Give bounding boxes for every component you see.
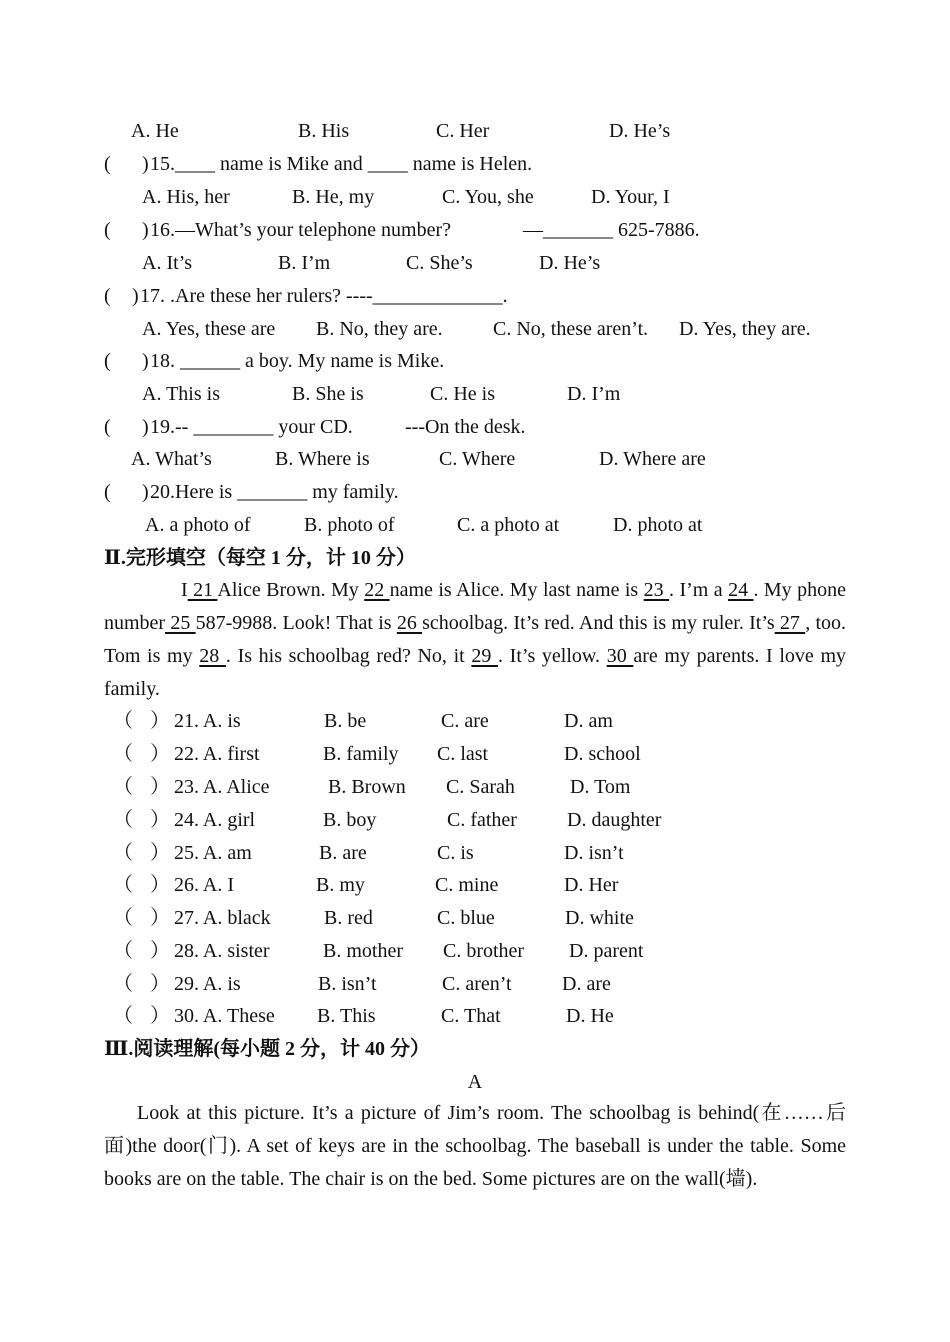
q19-answer-prompt: ---On the desk. <box>405 416 526 438</box>
cloze-passage <box>104 574 846 706</box>
cloze-option-a: 25. A. am <box>174 842 252 864</box>
cloze-option-b: B. my <box>316 874 365 896</box>
q17-question: 17. .Are these her rulers? ----_____________. <box>140 285 508 307</box>
cloze-option-a: 27. A. black <box>174 907 271 929</box>
cloze-option-d: D. He <box>566 1005 614 1027</box>
cloze-option-c: C. is <box>437 842 474 864</box>
answer-paren-close: ） <box>150 1005 170 1027</box>
answer-paren-open: （ <box>113 874 133 896</box>
cloze-option-b: B. Brown <box>328 776 406 798</box>
answer-paren-open: ( <box>104 350 111 372</box>
blank-27: 27 <box>774 612 806 634</box>
blank-21: 21 <box>187 579 218 601</box>
answer-paren-close: ） <box>150 809 170 831</box>
answer-paren-open: （ <box>113 776 133 798</box>
cloze-option-a: 28. A. sister <box>174 940 270 962</box>
q19-option-b: B. Where is <box>275 448 370 470</box>
answer-paren-open: ( <box>104 285 111 307</box>
q15-option-a: A. His, her <box>142 186 230 208</box>
reading-passage-text: Look at this picture. It’s a picture of Jim’s room. The schoolbag is behind(在……后面)the door(门). A set of keys are in the schoolbag. The baseball is under the table. Some books are on the table. The chair is on the bed. Some pictures are on the wall(墙). <box>104 1102 846 1190</box>
cloze-option-b: B. This <box>317 1005 376 1027</box>
cloze-text: , too. Tom is my <box>104 612 847 667</box>
passage-label: A <box>467 1071 483 1093</box>
cloze-option-c: C. mine <box>435 874 499 896</box>
cloze-option-a: 29. A. is <box>174 973 241 995</box>
cloze-option-c: C. are <box>441 710 489 732</box>
answer-paren-close: ） <box>150 874 170 896</box>
q16-option-c: C. She’s <box>406 252 473 274</box>
cloze-option-a: 21. A. is <box>174 710 241 732</box>
q20-option-d: D. photo at <box>613 514 703 536</box>
cloze-option-b: B. boy <box>323 809 377 831</box>
cloze-option-c: C. last <box>437 743 489 765</box>
q19-question: 19.-- ________ your CD. <box>150 416 353 438</box>
cloze-text: . I’m a <box>669 579 729 601</box>
cloze-option-a: 23. A. Alice <box>174 776 270 798</box>
cloze-option-c: C. father <box>447 809 517 831</box>
q15-question: 15.____ name is Mike and ____ name is Helen. <box>150 153 533 175</box>
answer-paren-open: （ <box>113 809 133 831</box>
cloze-text: I <box>181 579 188 601</box>
answer-paren-close: ） <box>150 973 170 995</box>
cloze-option-d: D. am <box>564 710 613 732</box>
cloze-option-d: D. Her <box>564 874 619 896</box>
cloze-option-b: B. family <box>323 743 399 765</box>
q17-option-a: A. Yes, these are <box>142 318 276 340</box>
cloze-option-a: 22. A. first <box>174 743 260 765</box>
q16-question: 16.—What’s your telephone number? <box>150 219 452 241</box>
answer-paren-open: （ <box>113 1005 133 1027</box>
answer-paren-close: ) <box>142 350 149 372</box>
cloze-option-b: B. are <box>319 842 367 864</box>
reading-heading-text: Ⅲ.阅读理解(每小题 2 分，计 40 分） <box>104 1038 431 1060</box>
q14-option-b: B. His <box>298 120 350 142</box>
answer-paren-close: ） <box>150 940 170 962</box>
q15-option-b: B. He, my <box>292 186 375 208</box>
blank-24: 24 <box>728 579 754 601</box>
q17-option-b: B. No, they are. <box>316 318 443 340</box>
answer-paren-open: ( <box>104 153 111 175</box>
cloze-text: are my parents. I love my family. <box>104 645 846 700</box>
answer-paren-open: ( <box>104 481 111 503</box>
blank-22: 22 <box>364 579 390 601</box>
q16-option-d: D. He’s <box>539 252 601 274</box>
cloze-option-a: 26. A. I <box>174 874 234 896</box>
q18-option-d: D. I’m <box>567 383 621 405</box>
q16-answer-prompt: —_______ 625-7886. <box>523 219 700 241</box>
cloze-option-b: B. be <box>324 710 367 732</box>
cloze-text: Alice Brown. My <box>217 579 365 601</box>
cloze-option-c: C. That <box>441 1005 501 1027</box>
q17-option-c: C. No, these aren’t. <box>493 318 649 340</box>
cloze-option-a: 24. A. girl <box>174 809 256 831</box>
cloze-option-c: C. aren’t <box>442 973 512 995</box>
cloze-option-d: D. Tom <box>570 776 631 798</box>
q18-option-c: C. He is <box>430 383 495 405</box>
answer-paren-open: ( <box>104 219 111 241</box>
q20-option-b: B. photo of <box>304 514 395 536</box>
cloze-text: name is Alice. My last name is <box>389 579 644 601</box>
cloze-option-d: D. parent <box>569 940 644 962</box>
cloze-option-c: C. brother <box>443 940 525 962</box>
cloze-option-c: C. Sarah <box>446 776 515 798</box>
cloze-option-d: D. are <box>562 973 611 995</box>
blank-26: 26 <box>396 612 423 634</box>
cloze-option-d: D. school <box>564 743 641 765</box>
answer-paren-open: ( <box>104 416 111 438</box>
answer-paren-open: （ <box>113 973 133 995</box>
q16-option-a: A. It’s <box>142 252 192 274</box>
q20-option-a: A. a photo of <box>145 514 251 536</box>
blank-25: 25 <box>165 612 196 634</box>
cloze-option-d: D. daughter <box>567 809 662 831</box>
answer-paren-close: ） <box>150 907 170 929</box>
answer-paren-open: （ <box>113 842 133 864</box>
q18-question: 18. ______ a boy. My name is Mike. <box>150 350 445 372</box>
q17-option-d: D. Yes, they are. <box>679 318 811 340</box>
q14-option-c: C. Her <box>436 120 490 142</box>
answer-paren-close: ） <box>150 743 170 765</box>
cloze-text: 587-9988. Look! That is <box>195 612 397 634</box>
q14-option-d: D. He’s <box>609 120 671 142</box>
answer-paren-open: （ <box>113 743 133 765</box>
answer-paren-close: ） <box>150 710 170 732</box>
cloze-text: . Is his schoolbag red? No, it <box>225 645 472 667</box>
blank-23: 23 <box>643 579 670 601</box>
answer-paren-close: ) <box>142 481 149 503</box>
cloze-heading-text: Ⅱ.完形填空（每空 1 分，计 10 分） <box>104 547 416 569</box>
cloze-text: . It’s yellow. <box>498 645 607 667</box>
q18-option-a: A. This is <box>142 383 220 405</box>
q16-option-b: B. I’m <box>278 252 331 274</box>
answer-paren-close: ） <box>150 776 170 798</box>
blank-28: 28 <box>199 645 226 667</box>
answer-paren-close: ) <box>142 219 149 241</box>
cloze-option-b: B. isn’t <box>318 973 377 995</box>
cloze-text: . My phone number <box>104 579 846 634</box>
q20-question: 20.Here is _______ my family. <box>150 481 399 503</box>
answer-paren-close: ) <box>142 153 149 175</box>
q18-option-b: B. She is <box>292 383 364 405</box>
cloze-option-c: C. blue <box>437 907 495 929</box>
passage-label-row <box>0 1070 950 1094</box>
q20-option-c: C. a photo at <box>457 514 560 536</box>
answer-paren-close: ) <box>142 416 149 438</box>
answer-paren-open: （ <box>113 940 133 962</box>
cloze-option-d: D. isn’t <box>564 842 624 864</box>
blank-30: 30 <box>606 645 634 667</box>
answer-paren-close: ) <box>132 285 139 307</box>
cloze-option-b: B. mother <box>323 940 403 962</box>
cloze-option-a: 30. A. These <box>174 1005 275 1027</box>
q19-option-a: A. What’s <box>131 448 212 470</box>
cloze-option-b: B. red <box>324 907 373 929</box>
answer-paren-close: ） <box>150 842 170 864</box>
q15-option-d: D. Your, I <box>591 186 670 208</box>
q15-option-c: C. You, she <box>442 186 534 208</box>
blank-29: 29 <box>471 645 499 667</box>
reading-passage <box>104 1097 846 1196</box>
cloze-text: schoolbag. It’s red. And this is my ruler. It’s <box>422 612 775 634</box>
answer-paren-open: （ <box>113 710 133 732</box>
q19-option-d: D. Where are <box>599 448 706 470</box>
q19-option-c: C. Where <box>439 448 516 470</box>
cloze-option-d: D. white <box>565 907 634 929</box>
q14-option-a: A. He <box>131 120 179 142</box>
answer-paren-open: （ <box>113 907 133 929</box>
